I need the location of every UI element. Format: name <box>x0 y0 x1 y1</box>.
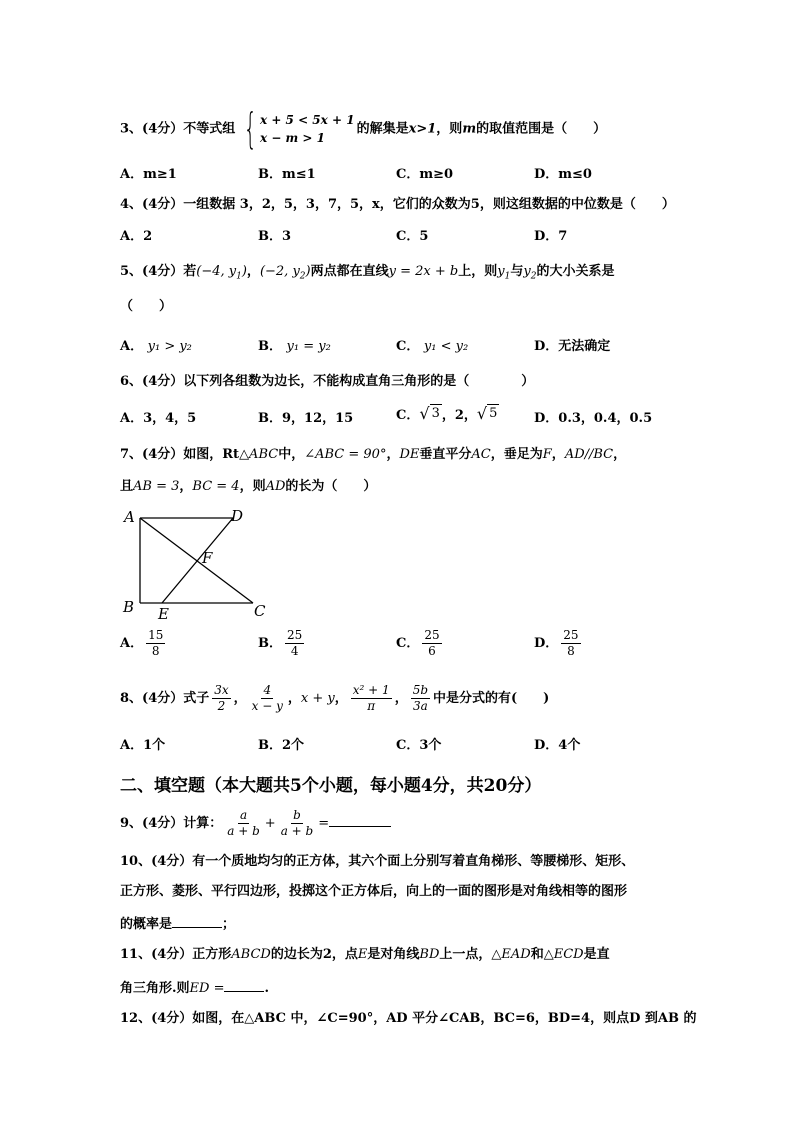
q10-answer-blank[interactable] <box>172 913 222 928</box>
q7-text-e: ，垂足为 <box>490 447 543 462</box>
q8-f2-num: 4 <box>263 683 272 697</box>
q4-option-b[interactable]: B．3 <box>258 229 292 244</box>
q3-suffix-a: 的解集是 <box>356 121 409 137</box>
sqrt-symbol: √ <box>419 404 430 423</box>
q5-option-a[interactable] <box>120 338 192 356</box>
q8-option-a[interactable]: A．1个 <box>120 738 166 753</box>
segment-de <box>162 518 233 603</box>
question-4: 4、(4分）一组数据 3，2，5，3，7，5，x，它们的众数为5，则这组数据的中位数是（ ） <box>120 197 675 212</box>
q8-prefix: 8、(4分）式子 <box>120 691 210 706</box>
q5-option-b-math: y₁ = y₂ <box>286 339 331 354</box>
q7-b-den: 4 <box>290 644 299 658</box>
q7-option-c[interactable] <box>396 628 445 659</box>
q7-option-d-label: D． <box>534 636 559 651</box>
q7-text-d: 垂直平分 <box>419 447 472 462</box>
q5-option-c-math: y₁ < y₂ <box>423 339 469 354</box>
q6-option-d[interactable]: D．0.3，0.4，0.5 <box>534 411 653 426</box>
q5-option-b-label: B． <box>258 339 282 354</box>
point-2-sub: 2 <box>299 271 306 282</box>
question-7-line-1 <box>120 446 626 464</box>
q7-figure <box>118 505 278 623</box>
q8-option-d[interactable]: D．4个 <box>534 738 581 753</box>
sqrt-symbol: √ <box>476 404 488 423</box>
q11-line-2-text: 角三角形.则 <box>120 981 190 996</box>
question-10-line-2: 正方形、菱形、平行四边形，投掷这个正方体后，向上的一面的图形是对角线相等的图形 <box>120 884 628 899</box>
question-11-line-1 <box>120 946 610 964</box>
q11-text-c: 是对角线 <box>367 947 420 962</box>
q7-text-f: ， <box>551 447 565 462</box>
q7-d-den: 8 <box>567 644 575 658</box>
q8-suffix: 中是分式的有( ) <box>433 691 550 706</box>
q10-line-3-text: 的概率是 <box>120 917 173 932</box>
q5-mid: 两点都在直线 <box>310 264 389 279</box>
y1-sub: 1 <box>504 271 511 282</box>
q5-option-c[interactable] <box>396 338 468 356</box>
label-d: D <box>231 507 244 525</box>
q4-option-a[interactable]: A．2 <box>120 229 153 244</box>
q5-option-b[interactable] <box>258 338 331 356</box>
q3-suffix-c: 的取值范围是（ ） <box>476 121 607 137</box>
q8-f3: x + y <box>300 691 335 706</box>
q7-triangle: △ABC <box>239 447 279 462</box>
q7-option-a[interactable] <box>120 628 168 659</box>
q9-f1-den: a + b <box>227 824 260 838</box>
q6-option-c-mid: ，2， <box>441 408 477 423</box>
question-10-line-3 <box>120 913 235 934</box>
q9-eq: = <box>318 816 330 831</box>
q8-f2-den: x − y <box>251 699 283 713</box>
q8-f5-num: 5b <box>412 683 429 697</box>
q9-f1-num: a <box>239 808 248 822</box>
q9-prefix: 9、(4分）计算： <box>120 816 223 831</box>
q7-text-a: 7、(4分）如图，Rt <box>120 447 240 462</box>
q11-point-e: E <box>357 947 368 962</box>
q9-plus: + <box>264 816 276 831</box>
q11-answer-blank[interactable] <box>224 977 264 992</box>
q7-a-num: 15 <box>148 628 164 642</box>
q8-sep: ， <box>334 691 348 706</box>
q8-f5-den: 3a <box>412 699 428 713</box>
q8-f1-den: 2 <box>217 699 226 713</box>
question-5 <box>120 263 614 286</box>
label-b: B <box>123 598 135 616</box>
q5-sep: ， <box>246 264 260 279</box>
q5-answer-paren: （ ） <box>120 299 173 314</box>
inequality-2: x − m > 1 <box>259 131 326 145</box>
question-11-line-2 <box>120 977 269 998</box>
q7-c-den: 6 <box>428 644 436 658</box>
label-a: A <box>124 508 135 526</box>
q6-radicand-2: 5 <box>489 406 498 421</box>
q7-b-num: 25 <box>287 628 303 642</box>
q11-text-b: 的边长为2，点 <box>270 947 358 962</box>
q7-a-den: 8 <box>151 644 160 658</box>
question-8 <box>120 683 549 714</box>
q7-bc: BC = 4 <box>192 479 240 494</box>
q11-diagonal: BD <box>419 947 440 962</box>
y1-var: y <box>497 264 505 279</box>
question-12: 12、(4分）如图，在△ABC 中，∠C=90°，AD 平分∠CAB，BC=6，BD=4，则点D 到AB 的 <box>120 1011 697 1026</box>
q6-radicand-1: 3 <box>431 406 440 421</box>
q3-option-c[interactable]: C．m≥0 <box>396 167 454 182</box>
q7-option-b[interactable] <box>258 628 307 659</box>
point-1-sub: 1 <box>236 271 242 282</box>
q5-after: 上，则 <box>458 264 498 279</box>
q3-condition: x>1 <box>408 121 437 137</box>
point-2-end: ) <box>305 264 311 279</box>
q8-f4-den: π <box>367 699 376 713</box>
q3-option-d[interactable]: D．m≤0 <box>534 167 592 182</box>
question-10-line-1: 10、(4分）有一个质地均匀的正方体，其六个面上分别写着直角梯形、等腰梯形、矩形、 <box>120 854 635 869</box>
q6-option-c[interactable] <box>396 404 499 425</box>
point-1: (−4, y <box>196 264 237 279</box>
q10-end: ； <box>222 917 236 932</box>
q3-option-b[interactable]: B．m≤1 <box>258 167 316 182</box>
q8-sep: ， <box>233 691 247 706</box>
q7-de: DE <box>399 447 420 462</box>
q7-text-b: 中， <box>278 447 305 462</box>
q7-text-h: 且 <box>120 479 134 494</box>
q5-end: 的大小关系是 <box>536 264 615 279</box>
q3-option-a[interactable]: A．m≥1 <box>120 167 177 182</box>
line-equation: y = 2x + b <box>388 264 459 279</box>
q3-prefix: 3、(4分）不等式组 <box>120 121 236 137</box>
q9-f2-den: a + b <box>280 824 314 838</box>
q7-ab: AB = 3 <box>133 479 180 494</box>
q5-option-d[interactable]: D．无法确定 <box>534 339 611 354</box>
question-9 <box>120 808 391 839</box>
label-f: F <box>202 549 213 567</box>
point-1-end: ) <box>241 264 247 279</box>
q11-text-end: 是直 <box>583 947 610 962</box>
y2-var: y <box>523 264 531 279</box>
q7-f: F <box>542 447 552 462</box>
q7-parallel: AD//BC <box>564 447 614 462</box>
q3-suffix-b: ，则 <box>436 121 463 137</box>
q7-text-g: ， <box>613 447 627 462</box>
y2-sub: 2 <box>530 271 537 282</box>
segment-ac <box>140 518 253 603</box>
q8-option-b[interactable]: B．2个 <box>258 738 305 753</box>
q7-c-num: 25 <box>424 628 440 642</box>
q5-conj: 与 <box>510 264 524 279</box>
q7-ac: AC <box>471 447 491 462</box>
q8-f1-num: 3x <box>214 683 229 697</box>
q4-option-d[interactable]: D．7 <box>534 229 568 244</box>
q8-sep: ， <box>394 691 408 706</box>
point-2: (−2, y <box>259 264 300 279</box>
q8-option-c[interactable]: C．3个 <box>396 738 442 753</box>
q7-ad: AD <box>265 479 286 494</box>
q7-text-k: 的长为（ ） <box>285 479 377 494</box>
q9-answer-blank[interactable] <box>329 812 391 827</box>
q11-tri-ead: △EAD <box>491 947 531 962</box>
q7-option-c-label: C． <box>396 636 420 651</box>
q11-and: 和 <box>530 947 544 962</box>
q11-text-d: 上一点， <box>439 947 492 962</box>
q11-square: ABCD <box>231 947 271 962</box>
q5-prefix: 5、(4分）若 <box>120 264 197 279</box>
q11-end: . <box>264 981 269 996</box>
q8-sep: ， <box>287 691 301 706</box>
left-brace: { <box>243 104 258 153</box>
q11-text-a: 11、(4分）正方形 <box>120 947 232 962</box>
q7-d-num: 25 <box>563 628 579 642</box>
q7-option-a-label: A． <box>120 636 144 651</box>
question-6: 6、(4分）以下列各组数为边长，不能构成直角三角形的是（ ） <box>120 374 535 389</box>
q6-option-a[interactable]: A．3，4，5 <box>120 411 197 426</box>
label-c: C <box>254 602 266 620</box>
q7-angle: ∠ABC = 90° <box>304 447 387 462</box>
q5-option-a-math: y₁ > y₂ <box>147 339 192 354</box>
q3-var: m <box>462 121 477 137</box>
q6-option-c-label: C． <box>396 408 420 423</box>
question-7-line-2 <box>120 478 376 496</box>
q7-text-j: ，则 <box>239 479 266 494</box>
q7-option-b-label: B． <box>258 636 282 651</box>
q9-f2-num: b <box>293 808 301 822</box>
q7-option-d[interactable] <box>534 628 584 659</box>
inequality-1: x + 5 < 5x + 1 <box>259 113 355 127</box>
q8-f4-num: x² + 1 <box>352 683 390 697</box>
question-3 <box>120 104 607 153</box>
q11-ed: ED = <box>189 981 225 996</box>
q5-option-c-label: C． <box>396 339 420 354</box>
q5-option-a-label: A． <box>120 339 144 354</box>
inequality-system <box>237 104 355 153</box>
q4-option-c[interactable]: C．5 <box>396 229 429 244</box>
q7-text-c: ， <box>386 447 400 462</box>
q11-tri-ecd: △ECD <box>543 947 584 962</box>
q6-option-b[interactable]: B．9，12，15 <box>258 411 354 426</box>
label-e: E <box>158 605 169 623</box>
section-heading: 二、填空题（本大题共5个小题，每小题4分，共20分） <box>120 776 542 796</box>
q7-text-i: ， <box>179 479 193 494</box>
